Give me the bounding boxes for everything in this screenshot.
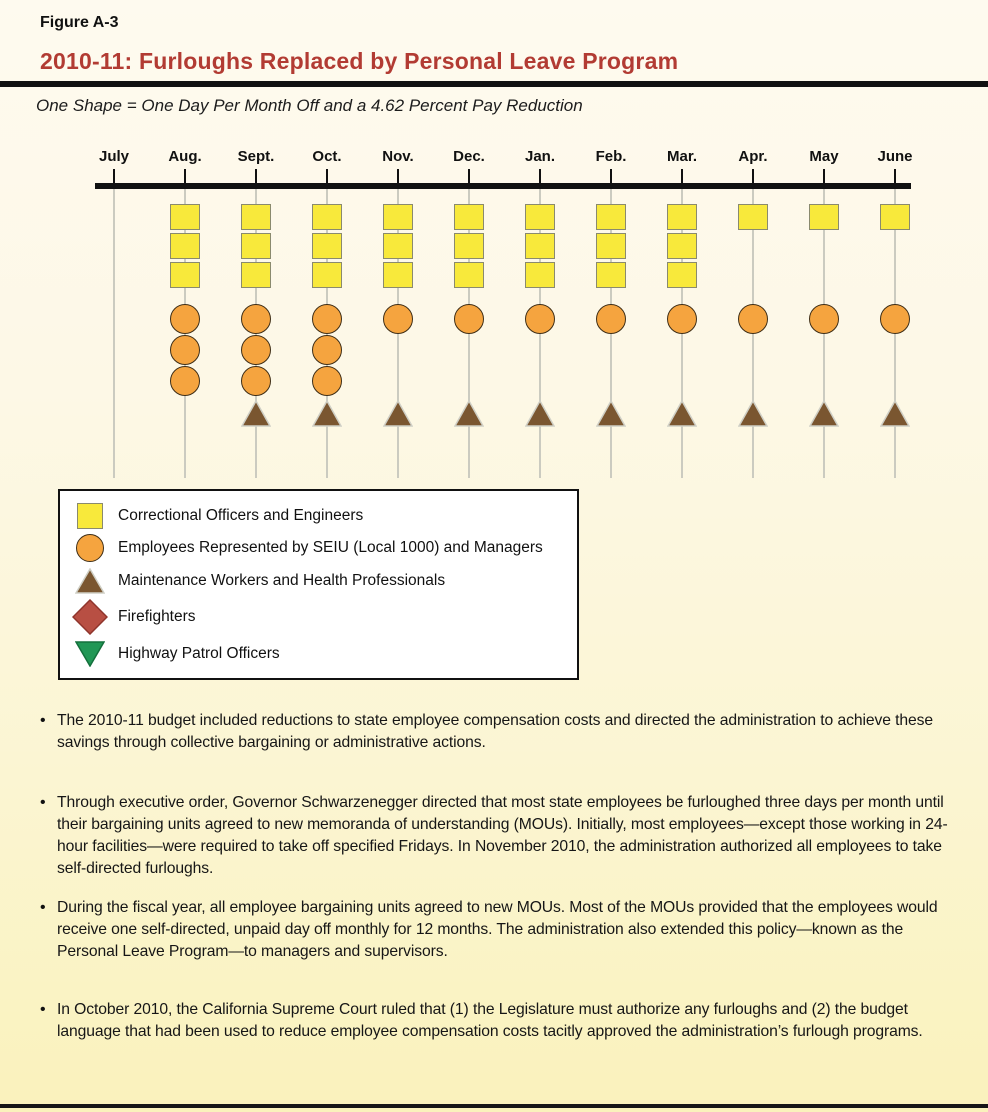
legend-label: Maintenance Workers and Health Professionals — [118, 571, 446, 589]
furlough-day-square — [667, 233, 697, 259]
furlough-day-circle — [312, 366, 342, 396]
yellow-square-icon — [70, 503, 110, 529]
furlough-day-square — [738, 204, 768, 230]
axis-tick — [894, 169, 896, 183]
furlough-day-square — [312, 204, 342, 230]
furlough-day-circle — [241, 366, 271, 396]
furlough-day-circle — [383, 304, 413, 334]
furlough-day-circle — [170, 366, 200, 396]
bullet-item — [40, 710, 952, 754]
bullet-dot: • — [40, 712, 46, 729]
furlough-day-circle — [738, 304, 768, 334]
furlough-day-circle — [170, 304, 200, 334]
legend-item-seiu — [70, 534, 567, 562]
month-label-feb: Feb. — [595, 148, 627, 165]
furlough-day-circle — [170, 335, 200, 365]
axis-tick — [752, 169, 754, 183]
furlough-day-square — [312, 262, 342, 288]
axis-tick — [184, 169, 186, 183]
furlough-day-square — [383, 262, 413, 288]
furlough-day-circle — [667, 304, 697, 334]
furlough-day-triangle — [667, 400, 697, 427]
furlough-day-square — [454, 262, 484, 288]
legend-label: Correctional Officers and Engineers — [118, 506, 364, 524]
axis-tick — [823, 169, 825, 183]
axis-tick — [255, 169, 257, 183]
month-label-apr: Apr. — [738, 148, 768, 165]
furlough-day-square — [170, 204, 200, 230]
figure-subtitle: One Shape = One Day Per Month Off and a 4.62 Percent Pay Reduction — [36, 96, 583, 115]
month-label-oct: Oct. — [312, 148, 342, 165]
axis-tick — [326, 169, 328, 183]
brown-triangle-icon — [70, 568, 110, 594]
furlough-day-square — [525, 262, 555, 288]
bullet-item — [40, 792, 952, 880]
furlough-day-circle — [809, 304, 839, 334]
month-label-dec: Dec. — [453, 148, 485, 165]
bullet-text: The 2010-11 budget included reductions to state employee compensation costs and directed the administration to achieve these savings through collective bargaining or administrative actions. — [57, 712, 933, 751]
orange-circle-icon — [70, 534, 110, 562]
legend-label: Highway Patrol Officers — [118, 644, 280, 662]
furlough-day-square — [241, 262, 271, 288]
furlough-day-triangle — [738, 400, 768, 427]
furlough-day-square — [596, 262, 626, 288]
month-label-may: May — [809, 148, 839, 165]
legend-label: Firefighters — [118, 608, 196, 625]
timeline-axis — [95, 183, 911, 189]
furlough-day-triangle — [454, 400, 484, 427]
furlough-day-circle — [312, 335, 342, 365]
furlough-day-circle — [454, 304, 484, 334]
axis-tick — [113, 169, 115, 183]
month-label-june: June — [877, 148, 913, 165]
furlough-day-square — [170, 233, 200, 259]
figure-title: 2010-11: Furloughs Replaced by Personal Leave Program — [40, 48, 679, 74]
bullet-dot: • — [40, 1001, 46, 1018]
furlough-day-circle — [241, 304, 271, 334]
furlough-day-square — [383, 204, 413, 230]
furlough-day-square — [596, 204, 626, 230]
furlough-day-square — [525, 233, 555, 259]
bullet-item — [40, 897, 952, 963]
bullet-dot: • — [40, 899, 46, 916]
month-column-line — [113, 189, 115, 478]
legend — [58, 489, 579, 680]
legend-item-correctional — [70, 503, 567, 529]
legend-item-highway-patrol — [70, 641, 567, 667]
diamond-swatch — [72, 599, 108, 635]
bottom-rule — [0, 1104, 988, 1108]
month-label-sept: Sept. — [237, 148, 275, 165]
furlough-day-square — [454, 204, 484, 230]
legend-item-maintenance — [70, 568, 567, 594]
month-label-july: July — [98, 148, 129, 165]
legend-label: Employees Represented by SEIU (Local 1000) and Managers — [118, 539, 543, 556]
axis-tick — [397, 169, 399, 183]
furlough-day-square — [170, 262, 200, 288]
month-label-aug: Aug. — [168, 148, 202, 165]
green-triangle-down-icon — [70, 641, 110, 667]
bullet-item — [40, 999, 952, 1043]
bullet-dot: • — [40, 794, 46, 811]
furlough-day-triangle — [525, 400, 555, 427]
month-label-jan: Jan. — [524, 148, 555, 165]
furlough-day-square — [667, 262, 697, 288]
furlough-day-square — [383, 233, 413, 259]
furlough-day-circle — [241, 335, 271, 365]
furlough-day-triangle — [809, 400, 839, 427]
legend-item-firefighters — [70, 599, 567, 635]
figure-label: Figure A-3 — [40, 14, 119, 31]
triangle-down-swatch — [75, 641, 105, 667]
bullet-text: In October 2010, the California Supreme Court ruled that (1) the Legislature must authorize any furloughs and (2) the budget language that had been used to reduce employee compensation costs tacitly approved the administration’s furlough programs. — [57, 1001, 923, 1040]
furlough-day-circle — [880, 304, 910, 334]
bullet-text: During the fiscal year, all employee bargaining units agreed to new MOUs. Most of the MOUs provided that the employees would receive one self-directed, unpaid day off monthly for 12 months. The administration also extended this policy—known as the Personal Leave Program—to managers and supervisors. — [57, 899, 938, 960]
furlough-day-triangle — [241, 400, 271, 427]
furlough-day-square — [596, 233, 626, 259]
square-swatch — [77, 503, 103, 529]
furlough-day-square — [241, 204, 271, 230]
furlough-day-square — [525, 204, 555, 230]
axis-tick — [539, 169, 541, 183]
furlough-day-square — [454, 233, 484, 259]
triangle-up-swatch — [75, 568, 105, 594]
furlough-day-triangle — [596, 400, 626, 427]
axis-tick — [610, 169, 612, 183]
month-label-nov: Nov. — [382, 148, 414, 165]
axis-tick — [681, 169, 683, 183]
furlough-day-circle — [312, 304, 342, 334]
furlough-day-circle — [596, 304, 626, 334]
month-label-mar: Mar. — [666, 148, 697, 165]
furlough-day-square — [809, 204, 839, 230]
furlough-day-square — [241, 233, 271, 259]
furlough-day-square — [667, 204, 697, 230]
furlough-day-square — [880, 204, 910, 230]
circle-swatch — [76, 534, 104, 562]
red-diamond-icon — [70, 599, 110, 635]
bullet-text: Through executive order, Governor Schwarzenegger directed that most state employees be furloughed three days per month until their bargaining units agreed to new memoranda of understanding (MOUs). Initially, most employees—except those working in 24-hour facilities—were required to take off specified Fridays. In November 2010, the administration authorized all employees to take self-directed furloughs. — [57, 794, 948, 877]
furlough-day-triangle — [383, 400, 413, 427]
furlough-day-square — [312, 233, 342, 259]
furlough-day-triangle — [880, 400, 910, 427]
furlough-day-circle — [525, 304, 555, 334]
axis-tick — [468, 169, 470, 183]
furlough-day-triangle — [312, 400, 342, 427]
